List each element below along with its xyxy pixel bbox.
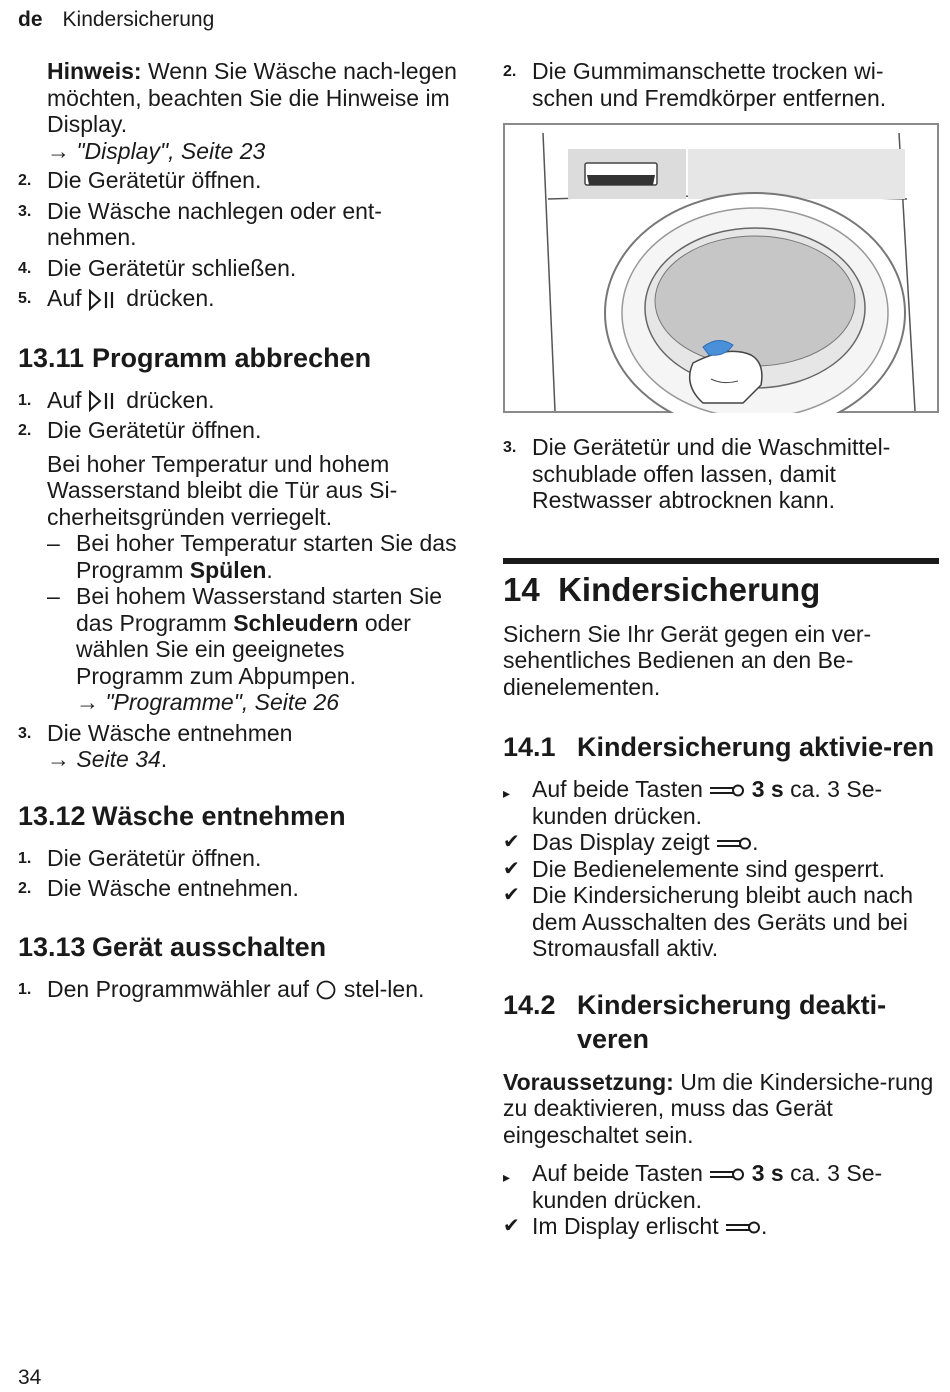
dash-marker: – — [47, 530, 60, 556]
list-item — [18, 198, 458, 251]
chapter-intro: Sichern Sie Ihr Gerät gegen ein ver-sehentliches Bedienen an den Be-dienelementen. — [503, 620, 872, 700]
result-text: Im Display erlischt — [532, 1213, 725, 1239]
step-text: Auf — [47, 386, 88, 413]
action-text-end: ca. 3 Se-kunden drücken. — [532, 1160, 883, 1213]
step-number: 5. — [18, 290, 32, 307]
programme-reference-link[interactable]: → "Programme", Seite 26 — [76, 689, 340, 715]
dash-text-end: . — [266, 556, 273, 583]
section-number: 14.2 — [503, 989, 556, 1020]
step-number: 4. — [18, 259, 32, 277]
step-number: 2. — [503, 63, 517, 80]
result-item — [503, 882, 939, 962]
section-title: Gerät ausschalten — [92, 931, 327, 962]
section-heading-14-2 — [503, 988, 939, 1056]
steps-list-13-11 — [18, 387, 458, 773]
prerequisite-text: Um die Kindersiche-rung zu deaktivieren, muss das Gerät eingeschaltet sein. — [503, 1068, 934, 1148]
section-number: 13.13 — [18, 931, 86, 962]
child-lock-key-icon — [725, 1219, 761, 1237]
list-item — [18, 285, 458, 312]
list-item — [18, 845, 458, 872]
hint-block — [18, 58, 458, 164]
step-number: 1. — [18, 849, 32, 867]
dash-text-end: oder wählen Sie ein geeignetes Programm zum Abpumpen. — [76, 609, 411, 689]
left-column — [18, 58, 458, 1002]
chapter-number: 14 — [503, 570, 540, 608]
hint-reference-link[interactable]: → "Display", Seite 23 — [47, 137, 266, 164]
duration-label: 3 s — [751, 1160, 784, 1186]
steps-list-13-13 — [18, 976, 458, 1003]
check-icon: ✔ — [503, 1215, 520, 1237]
step-text: Auf — [47, 285, 88, 311]
section-number: 13.11 — [18, 342, 85, 373]
prerequisite-label: Voraussetzung: — [503, 1068, 674, 1095]
list-item — [503, 434, 939, 514]
page-number: 34 — [18, 1366, 42, 1389]
check-icon: ✔ — [503, 857, 520, 880]
steps-list-13-12 — [18, 845, 458, 902]
step-text: Die Wäsche nachlegen oder ent-nehmen. — [47, 197, 382, 250]
section-heading-13-12 — [18, 799, 458, 833]
step-number: 1. — [18, 980, 32, 998]
step-number: 1. — [18, 391, 32, 409]
step-text: Die Gerätetür öffnen. — [47, 844, 262, 871]
result-item — [503, 856, 939, 883]
child-lock-key-icon — [716, 835, 752, 853]
dash-marker: – — [47, 583, 60, 609]
action-arrow-icon: ▸ — [503, 785, 511, 801]
start-pause-icon — [88, 390, 120, 412]
action-arrow-icon: ▸ — [503, 1169, 511, 1185]
prerequisite-paragraph — [503, 1069, 939, 1149]
result-text: Die Kindersicherung bleibt auch nach dem Ausschalten des Geräts und bei Stromausfall aktiv. — [532, 882, 914, 961]
dash-text: Bei hohem Wasserstand starten Sie das Programm — [76, 583, 443, 636]
section-title: Programm abbrechen — [92, 342, 372, 373]
dash-text: Bei hoher Temperatur starten Sie das Programm — [76, 530, 457, 583]
chapter-heading-14 — [503, 558, 939, 610]
result-item — [503, 1213, 939, 1240]
chapter-title: Kindersicherung — [558, 570, 821, 608]
step-text-end: drücken. — [119, 386, 215, 413]
section-number: 14.1 — [503, 732, 556, 762]
step-number: 3. — [18, 724, 32, 742]
step-number: 2. — [18, 880, 32, 897]
list-item: 3. Die Wäsche entnehmen → Seite 34. — [18, 719, 293, 772]
check-icon: ✔ — [503, 831, 520, 853]
steps-list-a — [18, 167, 458, 312]
result-text-end: . — [760, 1213, 768, 1239]
step-text: Die Gummimanschette trocken wi-schen und Fremdkörper entfernen. — [532, 58, 887, 111]
section-heading-13-11 — [18, 341, 458, 375]
action-item — [503, 776, 939, 829]
right-column — [503, 58, 939, 1240]
list-item — [18, 417, 458, 444]
start-pause-icon — [88, 289, 120, 311]
section-title: Kindersicherung deakti-veren — [577, 989, 887, 1054]
child-lock-key-icon — [709, 1166, 745, 1184]
washing-machine-illustration — [503, 123, 939, 413]
section-title: Wäsche entnehmen — [92, 800, 346, 831]
header-title: Kindersicherung — [62, 8, 215, 31]
step-number: 2. — [18, 172, 32, 189]
step-text: Die Gerätetür öffnen. — [47, 167, 262, 193]
list-item — [18, 255, 458, 282]
step-text-end: stel-len. — [337, 975, 425, 1002]
page-header — [18, 8, 214, 32]
page-reference-link[interactable]: → Seite 34 — [47, 746, 161, 772]
step-number: 3. — [18, 202, 32, 220]
list-item — [18, 167, 458, 194]
dash-item — [18, 583, 458, 689]
step-text: Die Gerätetür und die Waschmittel-schublade offen lassen, damit Restwasser abtrocknen kann. — [532, 434, 891, 513]
result-item — [503, 829, 939, 856]
program-name-spin: Schleudern — [233, 609, 359, 636]
step-text-end: drücken. — [119, 285, 215, 311]
hint-label: Hinweis: — [47, 58, 142, 84]
step-text: Die Gerätetür öffnen. — [47, 417, 262, 443]
result-text-end: . — [752, 829, 759, 855]
duration-label: 3 s — [751, 776, 784, 802]
step-number: 2. — [18, 422, 32, 439]
instruction-list-14-1 — [503, 776, 939, 962]
section-number: 13.12 — [18, 800, 86, 831]
action-text: Auf beide Tasten — [532, 776, 710, 802]
off-circle-icon — [315, 979, 337, 1001]
list-item — [18, 976, 458, 1003]
section-heading-14-1 — [503, 730, 939, 764]
header-lang: de — [18, 8, 43, 31]
action-text-end: ca. 3 Se-kunden drücken. — [532, 776, 883, 829]
result-text: Das Display zeigt — [532, 829, 717, 855]
list-item — [503, 58, 939, 111]
action-item — [503, 1160, 939, 1213]
step-text: Die Gerätetür schließen. — [47, 254, 297, 281]
check-icon: ✔ — [503, 884, 520, 906]
step-text: Die Wäsche entnehmen. — [47, 875, 299, 901]
instruction-list-14-2 — [503, 1160, 939, 1240]
list-item — [18, 387, 458, 414]
step-text: Die Wäsche entnehmen — [47, 719, 293, 746]
section-heading-13-13 — [18, 930, 458, 964]
step-number: 3. — [503, 439, 517, 456]
section-title: Kindersicherung aktivie-ren — [577, 732, 935, 762]
result-text: Die Bedienelemente sind gesperrt. — [532, 855, 885, 882]
info-paragraph: Bei hoher Temperatur und hohem Wasserstand bleibt die Tür aus Si-cherheitsgründen verriegelt. — [47, 450, 398, 530]
action-text: Auf beide Tasten — [532, 1160, 710, 1186]
hint-text: Wenn Sie Wäsche nach-legen möchten, beachten Sie die Hinweise im Display. — [47, 58, 457, 137]
step-text: Den Programmwähler auf — [47, 975, 316, 1002]
child-lock-key-icon — [709, 782, 745, 800]
list-item — [18, 875, 458, 902]
dash-item — [18, 530, 458, 583]
program-name-rinse: Spülen — [189, 556, 267, 583]
